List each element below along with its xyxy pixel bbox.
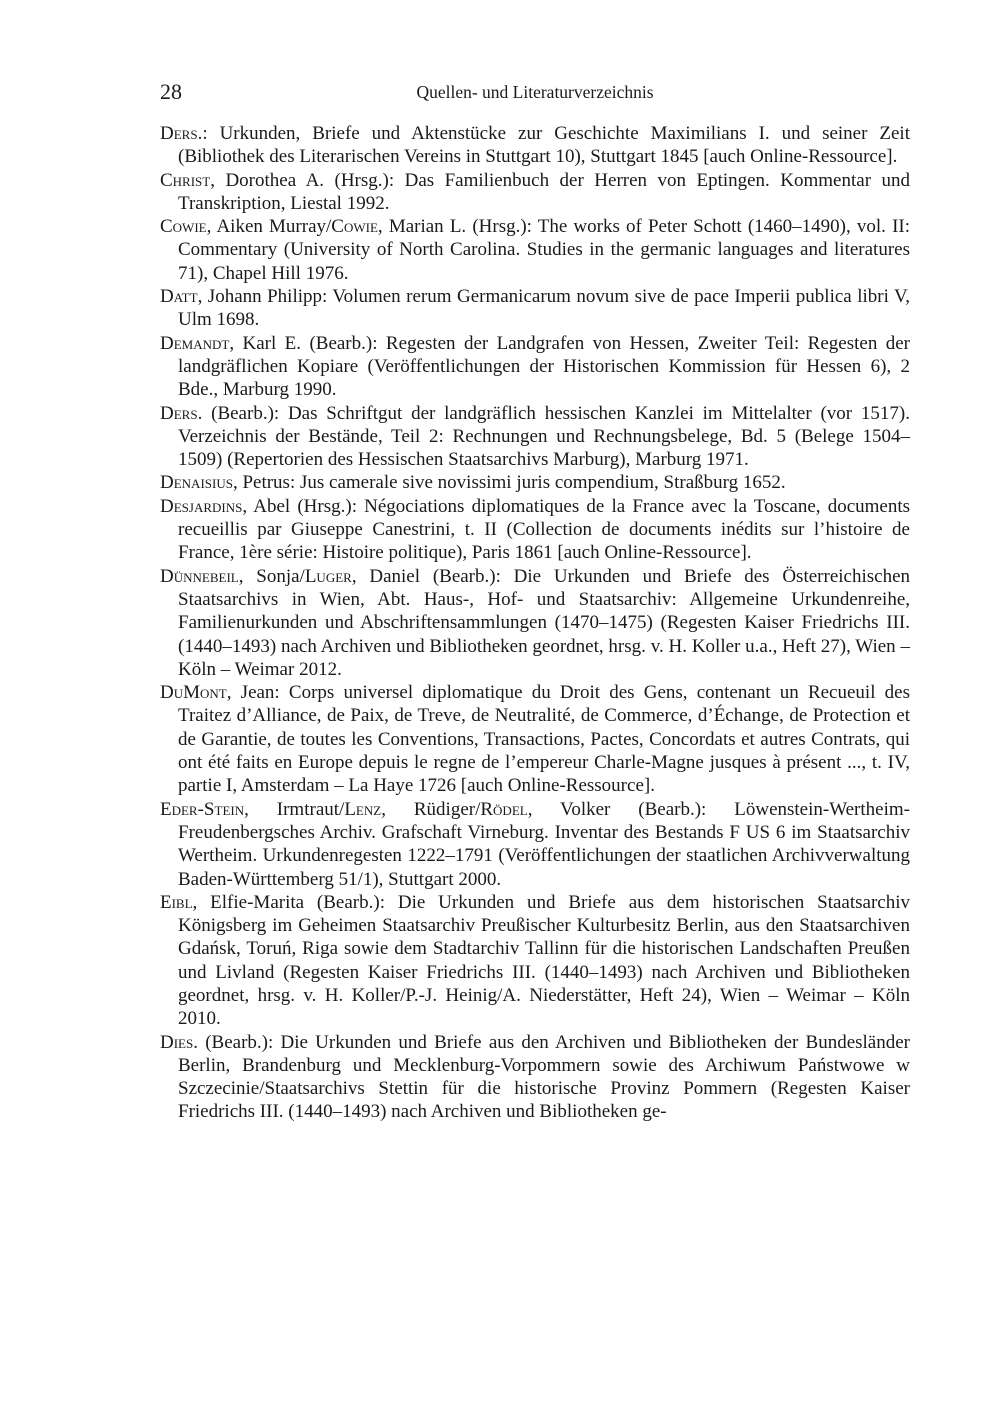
entry-author-separator: ,: [192, 891, 211, 913]
entry-text: Jean: Corps universel diplomatique du Droit des Gens, contenant un Recueuil des Traitez d’Alliance, de Paix, de Treve, de Neutralité, de Commerce, d’Échange, de Protection et de Garantie, de toutes les Conventions, Transactions, Pactes, Concordats et autres Contrats, qui ont été faits en Europe depuis le regne de l’empereur Charle-Magne jusques à présent ..., t. IV, partie I, Amsterdam – La Haye 1726 [auch Online-Ressource].: [178, 682, 910, 797]
entry-author-separator: ,: [242, 495, 254, 517]
entry-author-separator: ,: [527, 798, 561, 820]
entry-text: Daniel (Bearb.): Die Urkunden und Briefe des Österreichischen Staatsarchivs in Wien, Abt. Haus-, Hof- und Staatsarchiv: Allgemeine Urkundenreihe, Familienurkunden und Abschriftensammlungen (1470–1475) (Regesten Kaiser Friedrichs III. (1440–1493) nach Archiven und Bibliotheken geordnet, hrsg. v. H. Koller u.a., Heft 27), Wien – Köln – Weimar 2012.: [178, 565, 911, 680]
entry-author: DuMont: [160, 682, 227, 704]
entry-author-separator: , Sonja/: [238, 565, 305, 587]
entry-text: Volker (Bearb.): Löwenstein-Wertheim-Freudenbergsches Archiv. Grafschaft Virneburg. Inventar des Bestands F US 6 im Staatsarchiv Wertheim. Urkundenregesten 1222–1791 (Veröffentlichungen der staatlichen Archivverwaltung Baden-Württemberg 51/1), Stuttgart 2000.: [178, 798, 910, 890]
entry-author: Ders.: [160, 123, 203, 144]
entry-author: Christ: [160, 169, 211, 191]
entry-text: Elfie-Marita (Bearb.): Die Urkunden und Briefe aus dem historischen Staatsarchiv Königsberg im Geheimen Staatsarchiv Preußischer Kulturbesitz Berlin, aus den Staatsarchiven Gdańsk, Toruń, Riga sowie dem Stadtarchiv Tallinn für die historischen Landschaften Preußen und Livland (Regesten Kaiser Friedrichs III. (1440–1493) nach Archiven und Bibliotheken geordnet, hrsg. v. H. Koller/P.-J. Heinig/A. Niederstätter, Heft 24), Wien – Weimar – Köln 2010.: [178, 891, 911, 1030]
entry-author: Luger: [304, 565, 352, 587]
entry-author-separator: ,: [197, 286, 208, 308]
entry-author: Dies.: [160, 1031, 198, 1053]
entry-author: Cowie: [160, 216, 207, 238]
page-number: 28: [160, 79, 182, 104]
bibliography-entry: [160, 285, 910, 332]
entry-author: Rödel: [480, 798, 528, 820]
bibliography-entry: [160, 169, 910, 216]
entry-author: Denaisius: [160, 472, 233, 494]
entry-text: Urkunden, Briefe und Aktenstücke zur Geschichte Maximilians I. und seiner Zeit (Bibliothek des Literarischen Vereins in Stuttgart 10), Stuttgart 1845 [auch Online-Ressource].: [178, 123, 910, 168]
bibliography-entry: [160, 215, 910, 285]
entry-author: Cowie: [331, 216, 378, 238]
entry-text: (Bearb.): Die Urkunden und Briefe aus den Archiven und Bibliotheken der Bundesländer Berlin, Brandenburg und Mecklenburg-Vorpommern sowie des Archiwum Państwowe w Szczecinie/Staatsarchivs Stettin für die historische Provinz Pommern (Regesten Kaiser Friedrichs III. (1440–1493) nach Archiven und Bibliotheken ge-: [178, 1031, 910, 1123]
bibliography-entry: [160, 681, 910, 797]
entry-author-separator: , Rüdiger/: [381, 798, 481, 820]
entry-author: Desjardins: [160, 495, 243, 517]
entry-author: Ders.: [160, 402, 203, 424]
entry-author-separator: ,: [232, 472, 243, 494]
entry-author: Lenz: [344, 798, 382, 820]
bibliography-entry: [160, 798, 910, 891]
entry-text: Karl E. (Bearb.): Regesten der Landgrafen von Hessen, Zweiter Teil: Regesten der landgräflichen Kopiare (Veröffentlichungen der Historischen Kommission für Hessen 6), 2 Bde., Marburg 1990.: [178, 332, 910, 401]
bibliography-entry: [160, 471, 910, 494]
entry-text: Johann Philipp: Volumen rerum Germanicarum novum sive de pace Imperii publica libri V, Ulm 1698.: [178, 286, 911, 331]
entry-author-separator: ,: [351, 565, 370, 587]
bibliography-entry: [160, 1031, 910, 1124]
bibliography-entry: [160, 402, 910, 472]
entry-text: Abel (Hrsg.): Négociations diplomatiques de la France avec la Toscane, documents recueillis par Giuseppe Canestrini, t. II (Collection de documents inédits sur l’histoire de France, 1ère série: Histoire politique), Paris 1861 [auch Online-Ressource].: [178, 495, 911, 564]
entry-author-separator: , Irmtraut/: [244, 798, 345, 820]
bibliography-entry: [160, 495, 910, 565]
entry-author: Datt: [160, 286, 198, 308]
entry-author: Demandt: [160, 332, 230, 354]
bibliography-entry: [160, 122, 910, 169]
entry-author-separator: ,: [210, 169, 226, 191]
entry-author: Eibl: [160, 891, 193, 913]
entry-author-separator: ,: [226, 682, 241, 704]
bibliography-entry: [160, 891, 910, 1031]
entry-author: Dünnebeil: [160, 565, 239, 587]
entry-author-separator: [202, 403, 211, 424]
entry-author-separator: :: [202, 123, 220, 144]
bibliography-list: [160, 122, 910, 1124]
entry-author-separator: ,: [229, 332, 243, 354]
running-head: Quellen- und Literaturverzeichnis: [416, 82, 654, 102]
entry-author-separator: ,: [377, 216, 389, 238]
bibliography-entry: [160, 565, 910, 681]
entry-text: Petrus: Jus camerale sive novissimi juris compendium, Straßburg 1652.: [242, 472, 786, 494]
entry-text: (Bearb.): Das Schriftgut der landgräflich hessischen Kanzlei im Mittelalter (vor 1517). Verzeichnis der Bestände, Teil 2: Rechnungen und Rechnungsbelege, Bd. 5 (Belege 1504–1509) (Repertorien des Hessischen Staatsarchivs Marburg), Marburg 1971.: [178, 402, 910, 471]
entry-author-separator: , Aiken Murray/: [206, 216, 332, 238]
entry-author: Eder-Stein: [160, 798, 245, 820]
bibliography-entry: [160, 332, 910, 402]
page-header: [160, 78, 910, 108]
entry-text: Dorothea A. (Hrsg.): Das Familienbuch der Herren von Eptingen. Kommentar und Transkription, Liestal 1992.: [178, 169, 910, 214]
entry-text: Marian L. (Hrsg.): The works of Peter Schott (1460–1490), vol. II: Commentary (University of North Carolina. Studies in the germanic languages and literatures 71), Chapel Hill 1976.: [178, 216, 911, 284]
